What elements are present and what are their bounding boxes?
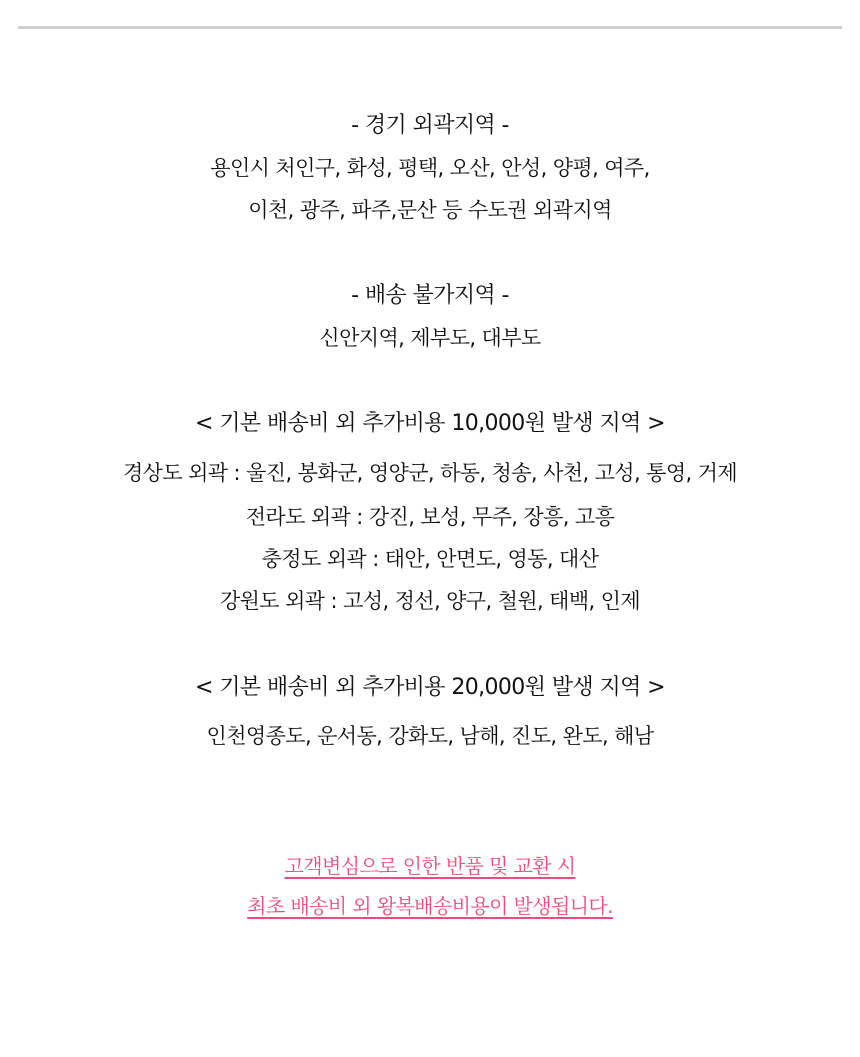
- extra-10000-heading: < 기본 배송비 외 추가비용 10,000원 발생 지역 >: [195, 411, 665, 436]
- extra-10000-line-gangwon: 강원도 외곽 : 고성, 정선, 양구, 철원, 태백, 인제: [219, 589, 641, 613]
- gyeonggi-heading: - 경기 외곽지역 -: [351, 113, 509, 138]
- unavailable-heading: - 배송 불가지역 -: [351, 283, 509, 308]
- gyeonggi-line-1: 용인시 처인구, 화성, 평택, 오산, 안성, 양평, 여주,: [210, 156, 650, 180]
- extra-10000-line-jeolla: 전라도 외곽 : 강진, 보성, 무주, 장흥, 고흥: [245, 505, 615, 529]
- top-divider: [18, 26, 842, 29]
- extra-20000-line-1: 인천영종도, 운서동, 강화도, 남해, 진도, 완도, 해남: [206, 724, 654, 748]
- unavailable-line-1: 신안지역, 제부도, 대부도: [319, 326, 541, 350]
- return-notice-line-2: 최초 배송비 외 왕복배송비용이 발생됩니다.: [247, 894, 613, 918]
- gyeonggi-line-2: 이천, 광주, 파주,문산 등 수도권 외곽지역: [248, 198, 612, 222]
- extra-10000-line-gyeongsang: 경상도 외곽 : 울진, 봉화군, 영양군, 하동, 청송, 사천, 고성, 통영, 거제: [122, 461, 738, 485]
- extra-20000-heading: < 기본 배송비 외 추가비용 20,000원 발생 지역 >: [195, 675, 665, 700]
- return-notice-line-1: 고객변심으로 인한 반품 및 교환 시: [284, 854, 576, 878]
- extra-10000-line-chungcheong: 충정도 외곽 : 태안, 안면도, 영동, 대산: [261, 547, 599, 571]
